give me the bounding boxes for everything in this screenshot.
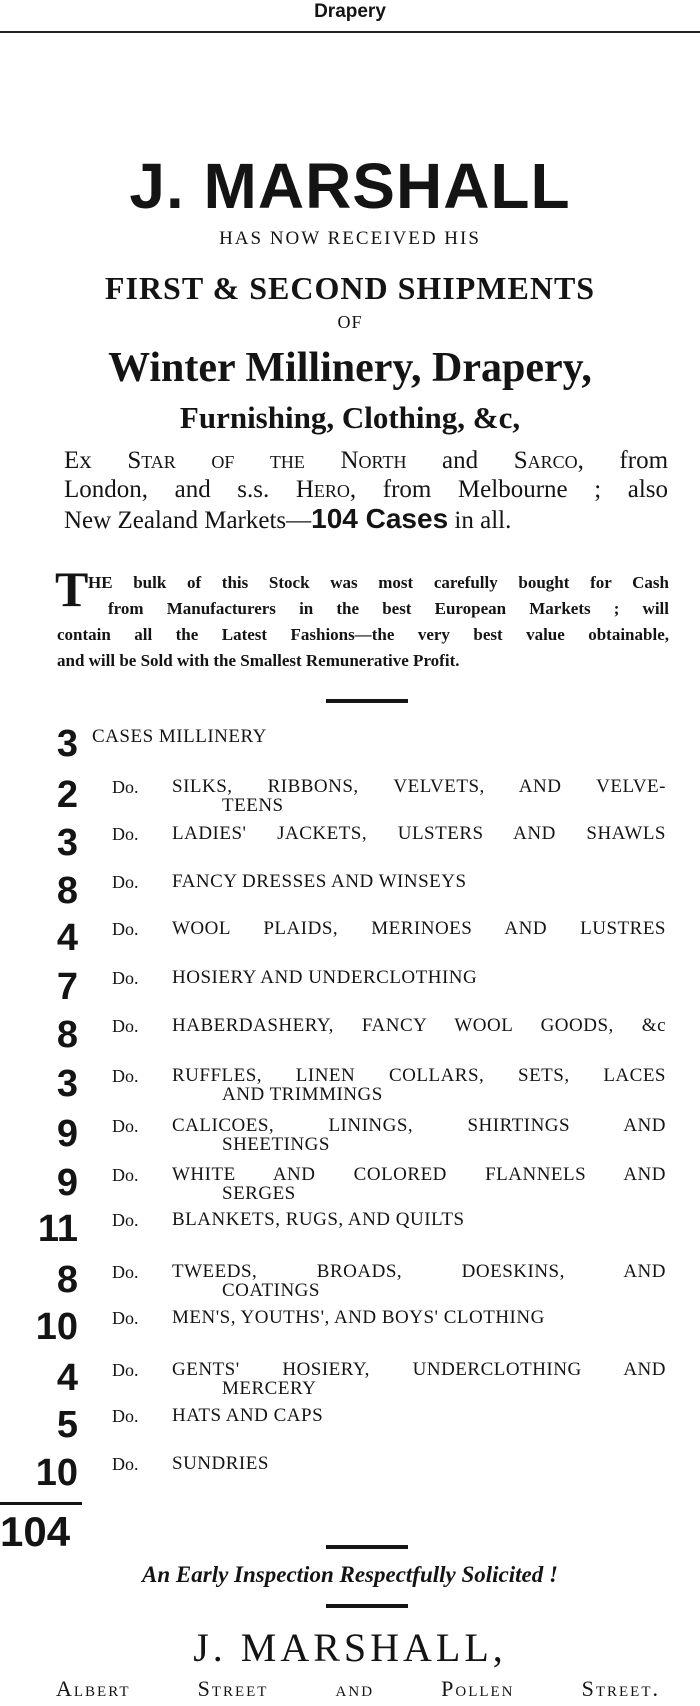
item-label: HATS AND CAPS [172,1405,324,1426]
ditto-mark: Do. [112,919,139,939]
ditto-mark: Do. [112,824,139,844]
ship-name: Sarco, [513,447,584,474]
case-count: 10 [35,1306,78,1348]
bulk-line-1: HE bulk of this Stock was most carefully bought for Cash [88,573,669,592]
item-label: SUNDRIES [172,1453,269,1474]
ditto-mark: Do. [112,1308,139,1328]
ditto-mark: Do. [112,1262,139,1282]
ship-name: Star of the North [127,447,407,474]
ditto-mark: Do. [112,1360,139,1380]
item-label: CASES MILLINERY [92,726,267,747]
item-label-continued: TEENS [222,795,284,816]
case-count: 3 [56,1063,78,1105]
case-count: 3 [56,723,78,765]
case-count: 2 [56,774,78,816]
item-label: LADIES' JACKETS, ULSTERS AND SHAWLS [172,823,666,844]
item-label-continued: COATINGS [222,1280,320,1301]
item-label: WHITE AND COLORED FLANNELS AND [172,1164,666,1185]
item-label: SILKS, RIBBONS, VELVETS, AND VELVE- [172,776,666,797]
ditto-mark: Do. [112,1210,139,1230]
case-count: 8 [56,1259,78,1301]
item-label-continued: AND TRIMMINGS [222,1084,383,1105]
item-label: BLANKETS, RUGS, AND QUILTS [172,1209,465,1230]
merchant-name: J. MARSHALL [129,150,571,222]
item-label: FANCY DRESSES AND WINSEYS [172,871,467,892]
case-count: 11 [37,1208,78,1250]
bulk-line-3: contain all the Latest Fashions—the very best value obtainable, [57,625,669,644]
header-divider [0,31,700,33]
case-count: 9 [56,1162,78,1204]
ditto-mark: Do. [112,777,139,797]
case-count: 3 [56,822,78,864]
ditto-mark: Do. [112,872,139,892]
ditto-mark: Do. [112,968,139,988]
item-label: CALICOES, LININGS, SHIRTINGS AND [172,1115,666,1136]
ditto-mark: Do. [112,1116,139,1136]
goods-subheading: Furnishing, Clothing, &c, [179,400,521,435]
item-label-continued: SHEETINGS [222,1134,330,1155]
case-count: 5 [56,1404,78,1446]
shipping-line-2: London, and s.s. Hero, from Melbourne ; also [64,476,669,503]
item-label-continued: SERGES [222,1183,296,1204]
shipping-line-1: Ex Star of the North and Sarco, from [64,447,669,474]
of-line: OF [337,312,363,332]
received-line: HAS NOW RECEIVED HIS [219,228,481,249]
divider-rule [326,699,408,703]
item-label-continued: MERCERY [222,1378,317,1399]
item-label: GENTS' HOSIERY, UNDERCLOTHING AND [172,1359,666,1380]
inspection-notice: An Early Inspection Respectfully Solicited ! [142,1562,558,1587]
ditto-mark: Do. [112,1454,139,1474]
case-count: 7 [56,966,78,1008]
case-count: 4 [56,917,78,959]
ship-name: Hero, [295,476,357,503]
shipping-line-3: New Zealand Markets—104 Cases in all. [64,503,512,534]
bulk-line-4: and will be Sold with the Smallest Remunerative Profit. [57,651,460,670]
case-count: 10 [35,1452,78,1494]
ditto-mark: Do. [112,1406,139,1426]
total-rule [0,1502,82,1505]
case-count: 8 [56,1014,78,1056]
case-count: 9 [56,1113,78,1155]
total-cases: 104 Cases [311,503,449,534]
ditto-mark: Do. [112,1016,139,1036]
item-label: WOOL PLAIDS, MERINOES AND LUSTRES [172,918,666,939]
item-label: TWEEDS, BROADS, DOESKINS, AND [172,1261,666,1282]
drop-cap: T [55,561,89,617]
item-label: MEN'S, YOUTHS', AND BOYS' CLOTHING [172,1307,545,1328]
divider-rule [326,1545,408,1549]
total-count: 104 [0,1508,71,1555]
shipments-line: FIRST & SECOND SHIPMENTS [104,270,596,306]
goods-heading: Winter Millinery, Drapery, [108,345,592,391]
ditto-mark: Do. [112,1165,139,1185]
ditto-mark: Do. [112,1066,139,1086]
address-line: Albert Street and Pollen Street. [56,1676,660,1701]
item-label: HABERDASHERY, FANCY WOOL GOODS, &c [172,1015,666,1036]
signature-name: J. MARSHALL, [193,1625,507,1670]
section-title: Drapery [314,1,386,22]
case-count: 4 [56,1357,78,1399]
case-count: 8 [56,870,78,912]
item-label: RUFFLES, LINEN COLLARS, SETS, LACES [172,1065,666,1086]
bulk-line-2: from Manufacturers in the best European Markets ; will [108,599,669,618]
item-label: HOSIERY AND UNDERCLOTHING [172,967,478,988]
divider-rule [326,1604,408,1608]
